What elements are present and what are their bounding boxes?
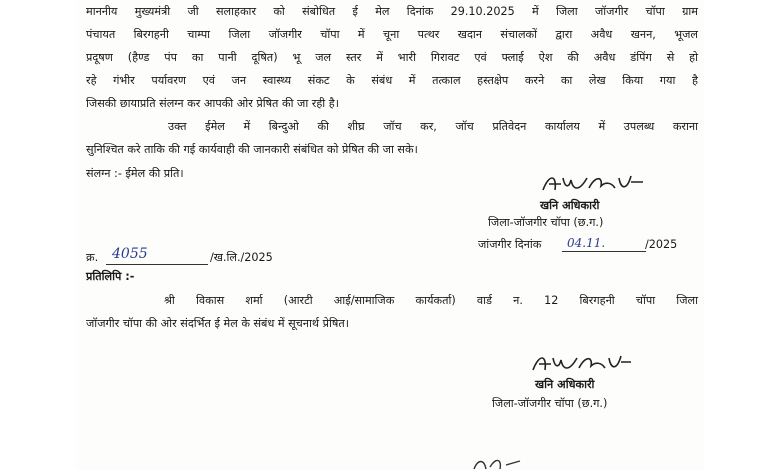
para1-line-2: पंचायत बिरगहनी चाम्पा जिला जॉजगीर चॉपा में चूना पत्थर खदान संचालकों द्वारा अवैध खनन, भूजल <box>86 28 698 41</box>
copy-label: प्रतिलिपि :- <box>86 270 135 283</box>
bottom-partial-signature <box>470 455 530 470</box>
copy-text-line-2: जॉजगीर चॉपा की ओर संदर्भित ई मेल के संबंध में सूचनार्थ प्रेषित। <box>86 317 349 330</box>
copy-text-line-1: श्री विकास शर्मा (आरटी आई/सामाजिक कार्यकर्ता) वार्ड न. 12 बिरगहनी चॉपा जिला <box>164 294 698 307</box>
place-date-label: जांजगीर दिनांक <box>478 238 542 251</box>
para1-line-3: प्रदूषण (हैण्ड पंप का पानी दूषित) भू जल स्तर में भारी गिरावट एवं फ्लाई ऐश की अवैध डंपिंग से हो <box>86 51 698 64</box>
ref-handwritten-number: 4055 <box>112 246 148 262</box>
para2-line-1: उक्त ईमेल में बिन्दुओ की शीघ्र जॉच कर, जॉच प्रतिवेदन कार्यालय में उपलब्ध कराना <box>168 120 698 133</box>
signature-1 <box>535 170 645 198</box>
signature-1-district: जिला-जॉजगीर चॉपा (छ.ग.) <box>488 216 604 229</box>
left-margin <box>0 0 76 470</box>
para2-line-2: सुनिश्चित करे ताकि की गई कार्यवाही की जानकारी संबंधित को प्रेषित की जा सके। <box>86 143 418 156</box>
para1-line-1: माननीय मुख्यमंत्री जी सलाहकार को संबोधित ई मेल दिनांक 29.10.2025 में जिला जॉजगीर चॉपा ग्राम <box>86 5 698 18</box>
para1-line-5: जिसकी छायाप्रति संलग्न कर आपकी ओर प्रेषित की जा रही है। <box>86 97 339 110</box>
signature-2 <box>525 348 635 376</box>
ref-number-underline <box>106 264 208 265</box>
para1-line-4: रहे गंभीर पर्यावरण एवं जन स्वास्थ्य संकट के संबंध में तत्काल हस्तक्षेप करने का लेख किया गया है <box>86 74 698 87</box>
document-page <box>76 0 704 470</box>
ref-prefix: क्र. <box>86 251 99 264</box>
handwritten-date: 04.11. <box>567 236 606 250</box>
ref-suffix: /ख.लि./2025 <box>210 251 273 264</box>
enclosure-note: संलग्न :- ईमेल की प्रति। <box>86 167 184 180</box>
date-underline <box>562 251 646 252</box>
date-year: /2025 <box>645 238 678 251</box>
signature-1-designation: खनि अधिकारी <box>540 199 600 212</box>
signature-2-district: जिला-जॉजगीर चॉपा (छ.ग.) <box>492 397 608 410</box>
signature-2-designation: खनि अधिकारी <box>535 378 595 391</box>
right-margin <box>704 0 780 470</box>
